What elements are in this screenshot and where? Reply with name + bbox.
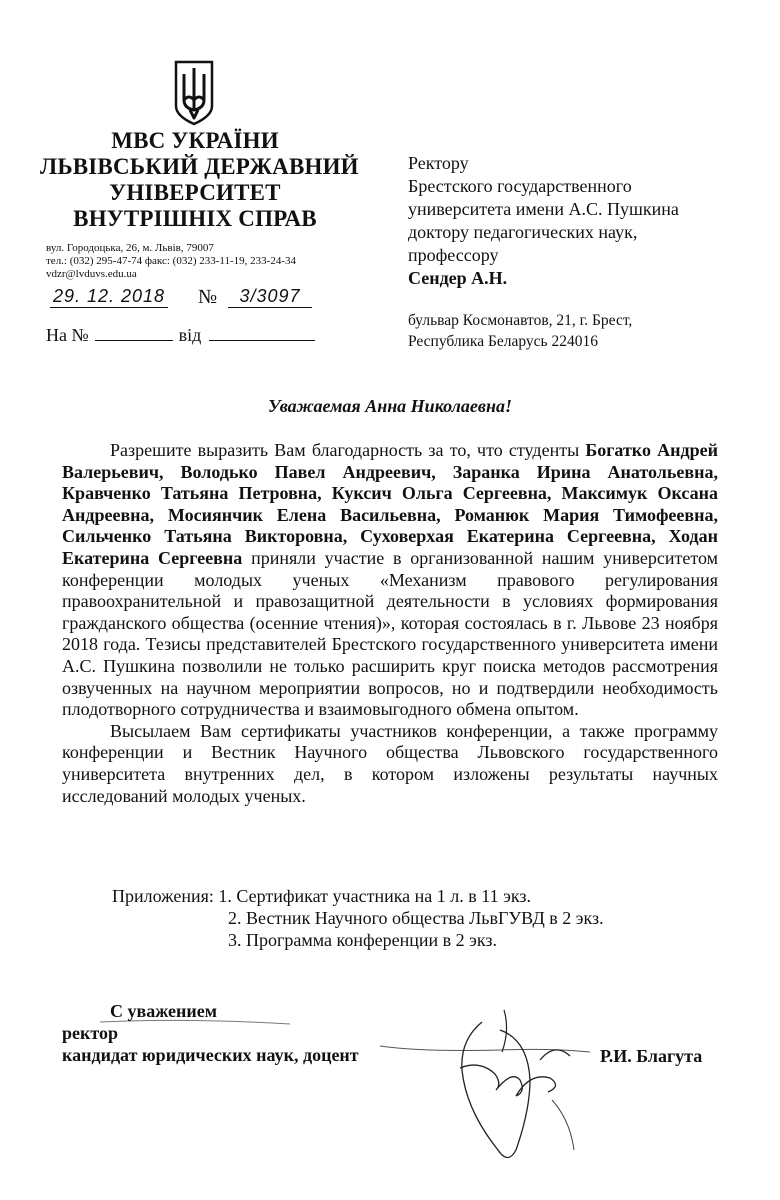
org-phone: тел.: (032) 295-47-74 факс: (032) 233-11-19, 233-24-34 [46,255,296,267]
addressee-line: доктору педагогических наук, [408,222,638,242]
reference-date-label: від [178,325,202,345]
salutation: Уважаемая Анна Николаевна! [268,396,512,416]
reference-date-blank [209,340,315,341]
attachment-row [112,929,604,951]
registration-number-label: № [198,286,218,308]
org-line: УНІВЕРСИТЕТ [109,180,281,205]
letter-body [62,440,718,807]
attachments-label: Приложения: [112,886,214,906]
trident-emblem-icon [172,60,216,126]
signer-name: Р.И. Благута [600,1046,703,1066]
body-paragraph [62,440,718,721]
paragraph-rest: приняли участие в организованной нашим университетом конференции молодых ученых «Механизм правового регулирования правоохранительной и правозащитной деятельности в условиях формирования гражданского общества (осенние чтения)», которая состоялась в г. Львове 23 ноября 2018 года. Тезисы представителей Брестского государственного университета имени А.С. Пушкина позволили не только расширить круг поиска методов рассмотрения озвученных на научном мероприятии вопросов, но и подтвердили необходимость плодотворного сотрудничества и взаимовыгодного обмена опытом. [62,547,718,720]
org-email: vdzr@lvduvs.edu.ua [46,268,137,280]
addressee [408,152,679,290]
org-line: ЛЬВІВСЬКИЙ ДЕРЖАВНИЙ [40,154,359,179]
addressee-address-line: Республика Беларусь 224016 [408,333,598,350]
org-line: ВНУТРІШНІХ СПРАВ [73,206,317,231]
attachment-item: 3. Программа конференции в 2 экз. [228,930,497,950]
attachment-row [112,885,604,907]
addressee-address-line: бульвар Космонавтов, 21, г. Брест, [408,312,633,329]
registration-date: 29. 12. 2018 [50,286,168,308]
attachment-item: 1. Сертификат участника на 1 л. в 11 экз. [218,886,531,906]
addressee-line: Ректору [408,153,469,173]
reference-line [46,325,315,346]
attachments [112,885,604,951]
paragraph-intro: Разрешите выразить Вам благодарность за то, что студенты [110,440,586,460]
addressee-line: профессору [408,245,499,265]
reference-number-label: На № [46,325,89,345]
organization-name [40,128,359,232]
signature-block [62,1000,359,1066]
signer-degree: кандидат юридических наук, доцент [62,1045,359,1065]
addressee-line: Брестского государственного [408,176,632,196]
attachment-row [112,907,604,929]
signer-title: ректор [62,1023,118,1043]
org-address: вул. Городоцька, 26, м. Львів, 79007 [46,242,214,254]
student-names: Богатко Андрей Валерьевич, Володько Павел Андреевич, Заранка Ирина Анатольевна, Кравченко Татьяна Петровна, Куксич Ольга Сергеевна, Максимук Оксана Андреевна, Мосиянчик Елена Васильевна, Романюк Мария Тимофеевна, Сильченко Татьяна Викторовна, Суховерхая Екатерина Сергеевна, Ходан Екатерина Сергеевна [62,440,718,568]
addressee-address [408,310,632,352]
body-paragraph: Высылаем Вам сертификаты участников конференции, а также программу конференции и Вестник Научного общества Львовского государственного университета внутренних дел, в котором изложены результаты научных исследований молодых ученых. [62,720,718,806]
reference-number-blank [95,340,173,341]
closing: С уважением [110,1001,218,1021]
attachment-item: 2. Вестник Научного общества ЛьвГУВД в 2 экз. [228,908,604,928]
registration-number: 3/3097 [228,286,312,308]
addressee-line: университета имени А.С. Пушкина [408,199,679,219]
org-line: МВС УКРАЇНИ [111,128,279,153]
addressee-name: Сендер А.Н. [408,268,508,288]
org-contacts [46,242,296,281]
